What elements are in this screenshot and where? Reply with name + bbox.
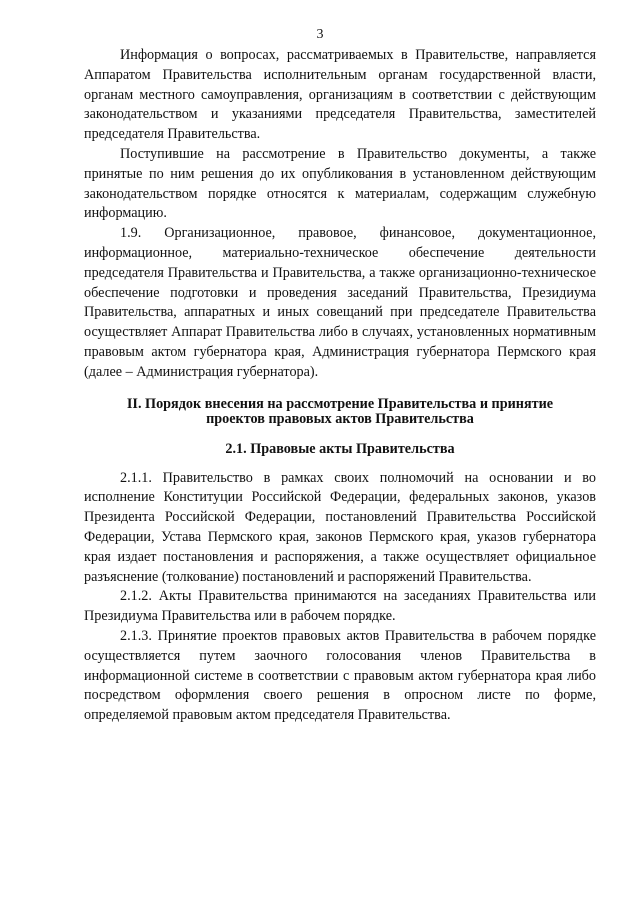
- page-number: 3: [316, 27, 324, 42]
- section-heading-ii: [84, 397, 596, 428]
- subsection-heading-2-1: 2.1. Правовые акты Правительства: [225, 440, 455, 457]
- section-heading-line-2: проектов правовых актов Правительства: [206, 411, 474, 428]
- paragraph-2-1-3: 2.1.3. Принятие проектов правовых актов Правительства в рабочем порядке осуществляется путем заочного голосования членов Правительства в информационной системе в соответствии с правовым актом губернатора края либо посредством оформления своего решения в опросном листе по форме, определяемой правовым актом председателя Правительства.: [84, 627, 596, 724]
- section-heading-line-1: II. Порядок внесения на рассмотрение Правительства и принятие: [126, 395, 554, 412]
- paragraph-information-distribution: Информация о вопросах, рассматриваемых в Правительстве, направляется Аппаратом Правительства исполнительным органам государственной власти, органам местного самоуправления, организациям в соответствии с действующим законодательством и указаниями председателя Правительства, заместителей председателя Правительства.: [84, 47, 596, 143]
- paragraph-2-1-1: 2.1.1. Правительство в рамках своих полномочий на основании и во исполнение Конституции Российской Федерации, федеральных законов, указов Президента Российской Федерации, постановлений Правительства Российской Федерации, Устава Пермского края, законов Пермского края, указов губернатора края издает постановления и распоряжения, а также осуществляет официальное разъяснение (толкование) постановлений и распоряжений Правительства.: [84, 469, 596, 585]
- paragraph-incoming-documents: Поступившие на рассмотрение в Правительство документы, а также принятые по ним решения до их опубликования в установленном действующим законодательством порядке относятся к материалам, содержащим служебную информацию.: [84, 145, 596, 222]
- paragraph-1-9-support: 1.9. Организационное, правовое, финансовое, документационное, информационное, материально-техническое обеспечение деятельности председателя Правительства и Правительства, а также организационно-техническое обеспечение подготовки и проведения заседаний Правительства, Президиума Правительства, аппаратных и иных совещаний при председателе Правительства осуществляет Аппарат Правительства либо в случаях, установленных нормативным правовым актом губернатора края, Администрация губернатора Пермского края (далее – Администрация губернатора).: [84, 225, 596, 380]
- paragraph-2-1-2: 2.1.2. Акты Правительства принимаются на заседаниях Правительства или Президиума Правительства или в рабочем порядке.: [84, 588, 596, 625]
- document-body: [84, 46, 596, 726]
